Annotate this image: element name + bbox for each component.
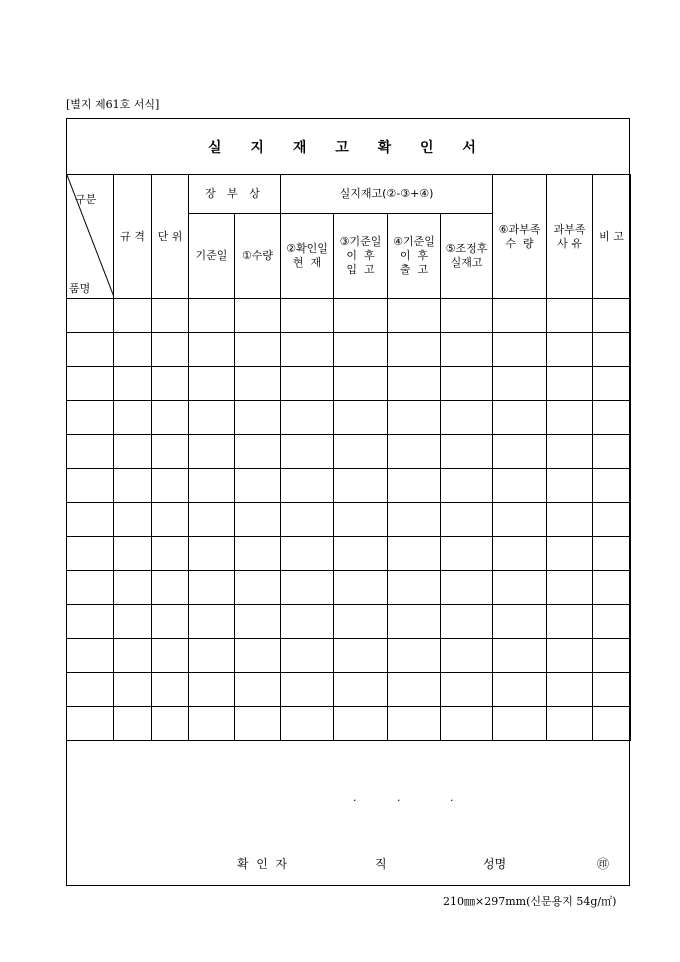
table-cell[interactable] bbox=[441, 333, 493, 367]
table-cell[interactable] bbox=[235, 401, 281, 435]
table-cell[interactable] bbox=[114, 537, 152, 571]
table-cell[interactable] bbox=[114, 707, 152, 741]
table-cell[interactable] bbox=[547, 503, 593, 537]
table-cell[interactable] bbox=[547, 401, 593, 435]
table-cell[interactable] bbox=[547, 707, 593, 741]
table-cell[interactable] bbox=[493, 605, 547, 639]
table-cell[interactable] bbox=[235, 299, 281, 333]
table-cell[interactable] bbox=[189, 367, 235, 401]
table-cell[interactable] bbox=[334, 673, 388, 707]
table-cell[interactable] bbox=[593, 367, 631, 401]
table-cell[interactable] bbox=[547, 673, 593, 707]
table-row bbox=[67, 571, 631, 605]
table-cell[interactable] bbox=[388, 333, 441, 367]
table-cell[interactable] bbox=[547, 469, 593, 503]
table-cell[interactable] bbox=[547, 435, 593, 469]
table-cell[interactable] bbox=[67, 707, 114, 741]
table-cell[interactable] bbox=[281, 605, 334, 639]
table-cell[interactable] bbox=[388, 537, 441, 571]
table-cell[interactable] bbox=[152, 503, 189, 537]
table-cell[interactable] bbox=[114, 333, 152, 367]
table-cell[interactable] bbox=[235, 639, 281, 673]
spec-header: 규 격 bbox=[114, 175, 152, 299]
diff-reason-header: 과부족 사 유 bbox=[547, 175, 593, 299]
table-cell[interactable] bbox=[334, 299, 388, 333]
table-cell[interactable] bbox=[334, 469, 388, 503]
position-label: 직 bbox=[375, 857, 387, 871]
table-cell[interactable] bbox=[441, 503, 493, 537]
table-cell[interactable] bbox=[67, 435, 114, 469]
table-cell[interactable] bbox=[593, 469, 631, 503]
table-cell[interactable] bbox=[152, 673, 189, 707]
table-cell[interactable] bbox=[493, 673, 547, 707]
table-cell[interactable] bbox=[334, 503, 388, 537]
item-name-label: 품명 bbox=[69, 282, 91, 295]
table-cell[interactable] bbox=[235, 537, 281, 571]
table-cell[interactable] bbox=[189, 299, 235, 333]
table-cell[interactable] bbox=[388, 707, 441, 741]
table-cell[interactable] bbox=[593, 435, 631, 469]
table-cell[interactable] bbox=[189, 469, 235, 503]
table-cell[interactable] bbox=[235, 435, 281, 469]
table-cell[interactable] bbox=[281, 469, 334, 503]
table-cell[interactable] bbox=[388, 435, 441, 469]
ledger-header: 장 부 상 bbox=[189, 175, 281, 214]
table-cell[interactable] bbox=[152, 571, 189, 605]
table-cell[interactable] bbox=[493, 639, 547, 673]
table-cell[interactable] bbox=[547, 299, 593, 333]
form-frame bbox=[66, 118, 630, 886]
out-after-base-header: ④기준일 이 후 출 고 bbox=[388, 214, 441, 299]
date-dot-3: . bbox=[450, 791, 454, 804]
table-cell[interactable] bbox=[388, 503, 441, 537]
table-row bbox=[67, 707, 631, 741]
table-cell[interactable] bbox=[281, 367, 334, 401]
table-cell[interactable] bbox=[281, 707, 334, 741]
table-cell[interactable] bbox=[114, 639, 152, 673]
table-cell[interactable] bbox=[281, 503, 334, 537]
table-cell[interactable] bbox=[152, 707, 189, 741]
table-cell[interactable] bbox=[441, 435, 493, 469]
table-cell[interactable] bbox=[152, 639, 189, 673]
table-cell[interactable] bbox=[493, 469, 547, 503]
table-cell[interactable] bbox=[441, 299, 493, 333]
table-cell[interactable] bbox=[67, 333, 114, 367]
diff-qty-header: ⑥과부족 수 량 bbox=[493, 175, 547, 299]
table-cell[interactable] bbox=[235, 571, 281, 605]
table-cell[interactable] bbox=[593, 333, 631, 367]
form-title: 실 지 재 고 확 인 서 bbox=[67, 119, 629, 175]
table-cell[interactable] bbox=[593, 571, 631, 605]
table-cell[interactable] bbox=[547, 367, 593, 401]
table-cell[interactable] bbox=[388, 639, 441, 673]
table-cell[interactable] bbox=[388, 571, 441, 605]
table-cell[interactable] bbox=[152, 469, 189, 503]
table-cell[interactable] bbox=[152, 605, 189, 639]
table-cell[interactable] bbox=[67, 367, 114, 401]
table-cell[interactable] bbox=[189, 605, 235, 639]
table-cell[interactable] bbox=[593, 299, 631, 333]
table-cell[interactable] bbox=[281, 537, 334, 571]
table-cell[interactable] bbox=[334, 707, 388, 741]
table-cell[interactable] bbox=[152, 537, 189, 571]
table-row bbox=[67, 435, 631, 469]
table-cell[interactable] bbox=[334, 537, 388, 571]
table-cell[interactable] bbox=[388, 605, 441, 639]
table-cell[interactable] bbox=[281, 639, 334, 673]
table-cell[interactable] bbox=[189, 571, 235, 605]
table-cell[interactable] bbox=[334, 367, 388, 401]
table-cell[interactable] bbox=[388, 469, 441, 503]
table-row bbox=[67, 469, 631, 503]
table-row bbox=[67, 605, 631, 639]
table-cell[interactable] bbox=[493, 333, 547, 367]
seal-mark: ㊞ bbox=[597, 857, 610, 871]
table-cell[interactable] bbox=[152, 299, 189, 333]
table-cell[interactable] bbox=[152, 401, 189, 435]
table-row bbox=[67, 673, 631, 707]
table-cell[interactable] bbox=[388, 401, 441, 435]
table-cell[interactable] bbox=[547, 639, 593, 673]
table-cell[interactable] bbox=[114, 435, 152, 469]
table-cell[interactable] bbox=[67, 537, 114, 571]
table-cell[interactable] bbox=[235, 367, 281, 401]
table-cell[interactable] bbox=[388, 299, 441, 333]
category-item-header-cell bbox=[67, 175, 114, 299]
table-cell[interactable] bbox=[152, 435, 189, 469]
table-cell[interactable] bbox=[114, 367, 152, 401]
table-cell[interactable] bbox=[334, 435, 388, 469]
table-cell[interactable] bbox=[235, 469, 281, 503]
table-cell[interactable] bbox=[189, 401, 235, 435]
table-cell[interactable] bbox=[67, 503, 114, 537]
table-row bbox=[67, 537, 631, 571]
confirm-date-header: ②확인일 현 재 bbox=[281, 214, 334, 299]
table-row bbox=[67, 503, 631, 537]
table-cell[interactable] bbox=[235, 605, 281, 639]
table-cell[interactable] bbox=[593, 673, 631, 707]
table-cell[interactable] bbox=[189, 707, 235, 741]
table-cell[interactable] bbox=[493, 707, 547, 741]
table-cell[interactable] bbox=[493, 503, 547, 537]
table-cell[interactable] bbox=[281, 401, 334, 435]
table-cell[interactable] bbox=[388, 673, 441, 707]
table-cell[interactable] bbox=[547, 333, 593, 367]
table-cell[interactable] bbox=[388, 367, 441, 401]
table-row bbox=[67, 367, 631, 401]
paper-size-note: 210㎜×297mm(신문용지 54g/㎡) bbox=[443, 895, 617, 908]
category-label: 구분 bbox=[75, 193, 97, 206]
table-cell[interactable] bbox=[441, 469, 493, 503]
confirmation-area bbox=[67, 741, 629, 887]
table-cell[interactable] bbox=[441, 639, 493, 673]
inventory-table bbox=[66, 174, 631, 741]
table-cell[interactable] bbox=[441, 707, 493, 741]
table-cell[interactable] bbox=[281, 571, 334, 605]
table-cell[interactable] bbox=[334, 639, 388, 673]
date-dot-2: . bbox=[397, 791, 401, 804]
table-cell[interactable] bbox=[67, 401, 114, 435]
table-cell[interactable] bbox=[114, 673, 152, 707]
table-row bbox=[67, 333, 631, 367]
table-cell[interactable] bbox=[281, 435, 334, 469]
table-cell[interactable] bbox=[441, 401, 493, 435]
remarks-header: 비 고 bbox=[593, 175, 631, 299]
table-cell[interactable] bbox=[67, 571, 114, 605]
table-cell[interactable] bbox=[152, 367, 189, 401]
table-cell[interactable] bbox=[441, 673, 493, 707]
table-cell[interactable] bbox=[493, 299, 547, 333]
header-row-1 bbox=[67, 175, 631, 214]
table-cell[interactable] bbox=[114, 605, 152, 639]
ledger-base-date-header: 기준일 bbox=[189, 214, 235, 299]
table-cell[interactable] bbox=[67, 673, 114, 707]
table-cell[interactable] bbox=[114, 299, 152, 333]
in-after-base-header: ③기준일 이 후 입 고 bbox=[334, 214, 388, 299]
table-cell[interactable] bbox=[114, 469, 152, 503]
table-row bbox=[67, 639, 631, 673]
table-cell[interactable] bbox=[67, 605, 114, 639]
table-cell[interactable] bbox=[493, 435, 547, 469]
table-cell[interactable] bbox=[593, 537, 631, 571]
table-cell[interactable] bbox=[593, 639, 631, 673]
table-cell[interactable] bbox=[114, 401, 152, 435]
table-cell[interactable] bbox=[189, 537, 235, 571]
table-cell[interactable] bbox=[189, 673, 235, 707]
date-dot-1: . bbox=[353, 791, 357, 804]
table-cell[interactable] bbox=[235, 333, 281, 367]
table-cell[interactable] bbox=[114, 503, 152, 537]
table-cell[interactable] bbox=[547, 571, 593, 605]
table-cell[interactable] bbox=[493, 401, 547, 435]
table-cell[interactable] bbox=[334, 333, 388, 367]
table-cell[interactable] bbox=[441, 367, 493, 401]
table-cell[interactable] bbox=[189, 639, 235, 673]
table-cell[interactable] bbox=[281, 333, 334, 367]
table-cell[interactable] bbox=[547, 537, 593, 571]
name-label: 성명 bbox=[483, 857, 507, 871]
table-row bbox=[67, 299, 631, 333]
table-cell[interactable] bbox=[334, 571, 388, 605]
table-cell[interactable] bbox=[593, 503, 631, 537]
table-cell[interactable] bbox=[593, 605, 631, 639]
table-cell[interactable] bbox=[67, 299, 114, 333]
table-cell[interactable] bbox=[67, 639, 114, 673]
unit-header: 단 위 bbox=[152, 175, 189, 299]
adjusted-stock-header: ⑤조정후 실재고 bbox=[441, 214, 493, 299]
table-cell[interactable] bbox=[593, 401, 631, 435]
table-cell[interactable] bbox=[189, 333, 235, 367]
table-cell[interactable] bbox=[281, 299, 334, 333]
table-cell[interactable] bbox=[493, 367, 547, 401]
table-cell[interactable] bbox=[441, 537, 493, 571]
table-cell[interactable] bbox=[334, 605, 388, 639]
table-cell[interactable] bbox=[593, 707, 631, 741]
table-cell[interactable] bbox=[441, 605, 493, 639]
table-cell[interactable] bbox=[235, 503, 281, 537]
table-cell[interactable] bbox=[114, 571, 152, 605]
ledger-qty-header: ①수량 bbox=[235, 214, 281, 299]
table-row bbox=[67, 401, 631, 435]
table-cell[interactable] bbox=[493, 571, 547, 605]
table-cell[interactable] bbox=[547, 605, 593, 639]
table-cell[interactable] bbox=[334, 401, 388, 435]
table-cell[interactable] bbox=[441, 571, 493, 605]
table-cell[interactable] bbox=[235, 707, 281, 741]
table-cell[interactable] bbox=[189, 503, 235, 537]
table-cell[interactable] bbox=[493, 537, 547, 571]
form-label: [별지 제61호 서식] bbox=[66, 98, 160, 111]
table-cell[interactable] bbox=[189, 435, 235, 469]
confirmer-label: 확 인 자 bbox=[237, 857, 288, 871]
actual-stock-header: 실지재고(②-③+④) bbox=[281, 175, 493, 214]
table-cell[interactable] bbox=[281, 673, 334, 707]
table-cell[interactable] bbox=[152, 333, 189, 367]
table-cell[interactable] bbox=[67, 469, 114, 503]
table-cell[interactable] bbox=[235, 673, 281, 707]
